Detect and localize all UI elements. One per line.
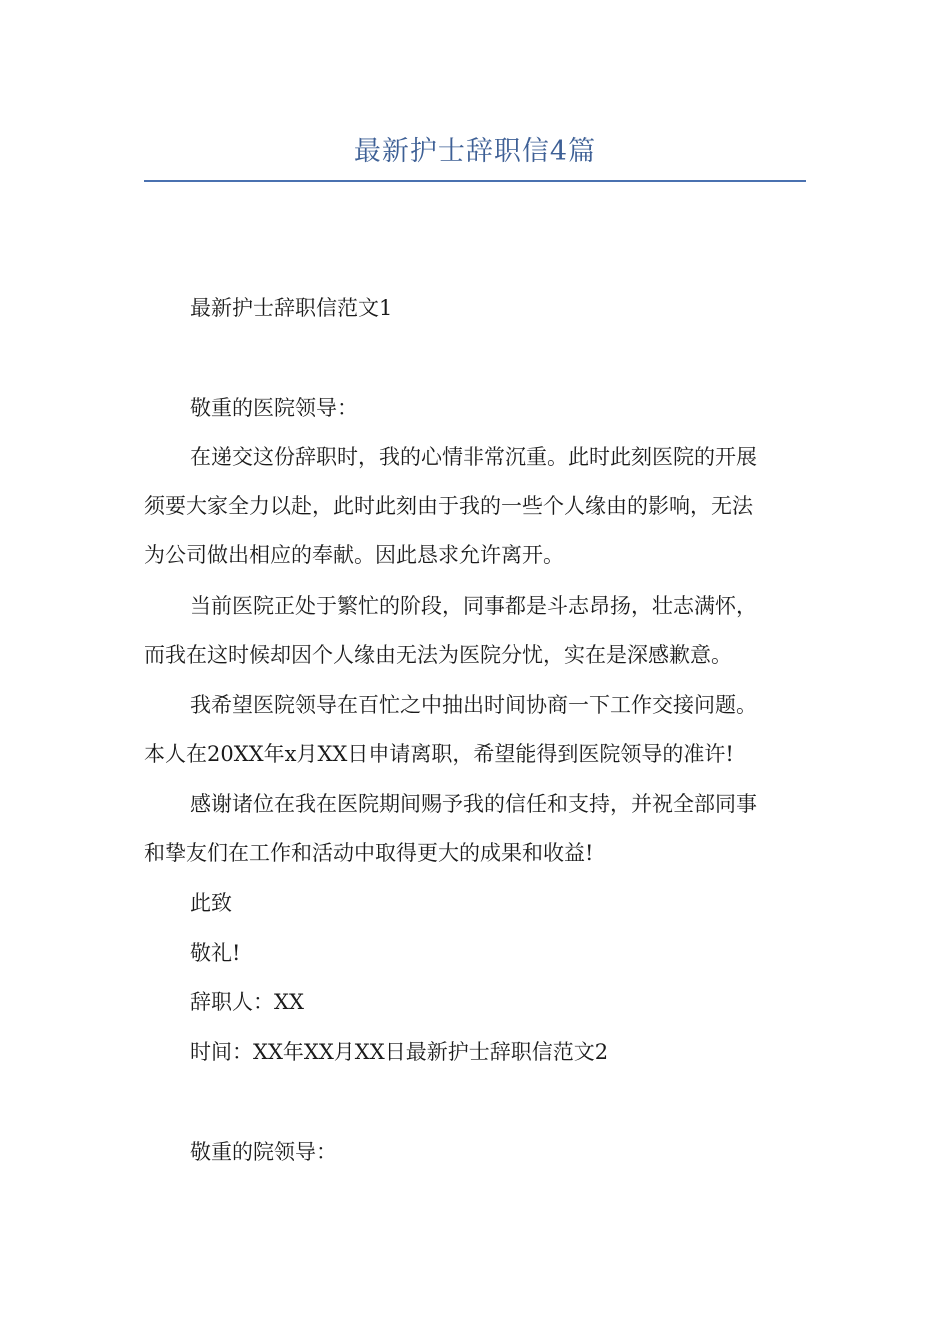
document-title: 最新护士辞职信4篇 (353, 136, 597, 167)
paragraph-2-line-2: 而我在这时候却因个人缘由无法为医院分忧，实在是深感歉意。 (144, 643, 732, 667)
paragraph-3-line-1: 我希望医院领导在百忙之中抽出时间协商一下工作交接问题。 (190, 693, 757, 717)
paragraph-4-line-2: 和挚友们在工作和活动中取得更大的成果和收益! (144, 841, 594, 865)
paragraph-1-line-1: 在递交这份辞职时，我的心情非常沉重。此时此刻医院的开展 (190, 445, 757, 469)
salutation-1: 敬重的医院领导： (190, 396, 358, 420)
paragraph-3-line-2: 本人在20XX年x月XX日申请离职，希望能得到医院领导的准许! (144, 742, 734, 766)
paragraph-1-line-3: 为公司做出相应的奉献。因此恳求允许离开。 (144, 543, 564, 567)
date-and-heading-2: 时间：XX年XX月XX日最新护士辞职信范文2 (190, 1040, 609, 1064)
salutation-2: 敬重的院领导： (190, 1140, 337, 1164)
closing-line-1: 此致 (190, 891, 232, 915)
paragraph-1-line-2: 须要大家全力以赴，此时此刻由于我的一些个人缘由的影响，无法 (144, 494, 753, 518)
section-heading-1: 最新护士辞职信范文1 (190, 296, 393, 320)
closing-line-2: 敬礼! (190, 941, 241, 965)
paragraph-2-line-1: 当前医院正处于繁忙的阶段，同事都是斗志昂扬，壮志满怀， (190, 594, 757, 618)
title-underline (144, 180, 806, 182)
paragraph-4-line-1: 感谢诸位在我在医院期间赐予我的信任和支持，并祝全部同事 (190, 792, 757, 816)
signer-line: 辞职人：XX (190, 990, 304, 1014)
